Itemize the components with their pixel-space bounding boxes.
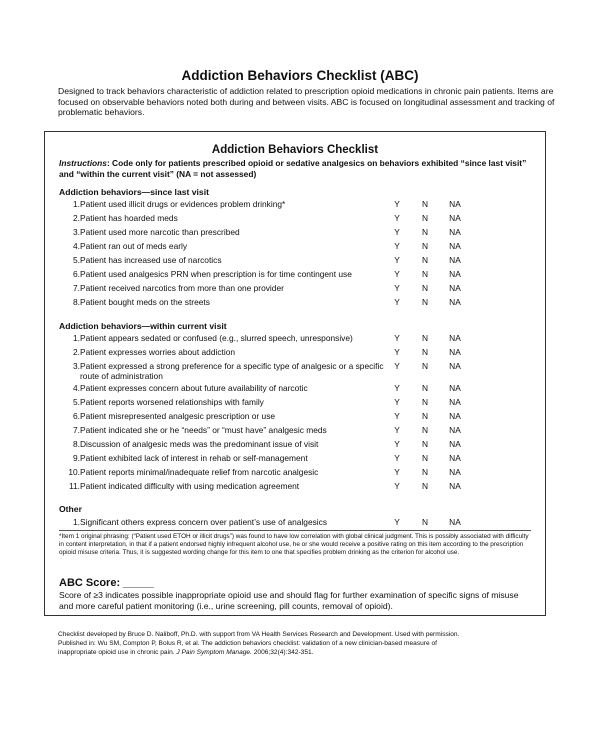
yes-option[interactable]: Y [394, 283, 400, 293]
section-heading: Addiction behaviors—within current visit [59, 321, 227, 331]
not-assessed-option[interactable]: NA [449, 283, 461, 293]
no-option[interactable]: N [421, 481, 429, 491]
checklist-box [44, 131, 546, 616]
yes-option[interactable]: Y [394, 397, 400, 407]
not-assessed-option[interactable]: NA [449, 241, 461, 251]
yes-option[interactable]: Y [394, 481, 400, 491]
item-number: 1. [73, 517, 80, 527]
item-text: Patient used more narcotic than prescribed [80, 227, 240, 237]
checklist-title: Addiction Behaviors Checklist [211, 144, 379, 156]
item-number: 7. [73, 425, 80, 435]
not-assessed-option[interactable]: NA [449, 333, 461, 343]
intro-paragraph: Designed to track behaviors characteristic of addiction related to prescription opioid medications in chronic pain patients. Items are focused on observable behaviors noted both during and between visits. ABC is focused on longitudinal assessment and tracking of problematic behaviors. [58, 86, 555, 117]
no-option[interactable]: N [421, 269, 429, 279]
no-option[interactable]: N [421, 283, 429, 293]
item-number: 4. [73, 383, 80, 393]
credits-line-2: Published in: Wu SM, Compton P, Bolus R, et al. The addiction behaviors checklist: validation of a new clinician-based measure of [58, 640, 437, 647]
item-text: Patient reports minimal/inadequate relief from narcotic analgesic [80, 467, 319, 477]
no-option[interactable]: N [421, 467, 429, 477]
yes-option[interactable]: Y [394, 255, 400, 265]
item-text: Patient ran out of meds early [80, 241, 188, 251]
not-assessed-option[interactable]: NA [449, 439, 461, 449]
item-text: Patient misrepresented analgesic prescription or use [80, 411, 276, 421]
item-text: Patient reports worsened relationships with family [80, 397, 264, 407]
section-heading: Addiction behaviors—since last visit [59, 187, 209, 197]
no-option[interactable]: N [421, 213, 429, 223]
not-assessed-option[interactable]: NA [449, 361, 461, 371]
no-option[interactable]: N [421, 411, 429, 421]
not-assessed-option[interactable]: NA [449, 411, 461, 421]
yes-option[interactable]: Y [394, 411, 400, 421]
no-option[interactable]: N [421, 361, 429, 371]
footnote-divider [59, 530, 531, 531]
yes-option[interactable]: Y [394, 213, 400, 223]
abc-score-label: ABC Score: _____ [59, 577, 154, 589]
yes-option[interactable]: Y [394, 333, 400, 343]
item-text: Patient has hoarded meds [80, 213, 178, 223]
yes-option[interactable]: Y [394, 361, 400, 371]
item-number: 2. [73, 347, 80, 357]
item-number: 7. [73, 283, 80, 293]
item-number: 11. [68, 481, 80, 491]
no-option[interactable]: N [421, 517, 429, 527]
item-number: 5. [73, 255, 80, 265]
credits-line-3b: 2006;32(4):342-351. [251, 649, 314, 656]
item-number: 4. [73, 241, 80, 251]
item-number: 3. [73, 227, 80, 237]
yes-option[interactable]: Y [394, 297, 400, 307]
not-assessed-option[interactable]: NA [449, 227, 461, 237]
item-number: 2. [73, 213, 80, 223]
item-text: Patient expresses concern about future availability of narcotic [80, 383, 308, 393]
item-text: Patient indicated she or he “needs” or “must have” analgesic meds [80, 425, 327, 435]
item-text: Patient has increased use of narcotics [80, 255, 222, 265]
not-assessed-option[interactable]: NA [449, 397, 461, 407]
yes-option[interactable]: Y [394, 347, 400, 357]
credits-journal: J Pain Symptom Manage. [176, 649, 252, 656]
item-text: Significant others express concern over patient’s use of analgesics [80, 517, 328, 527]
item-text: Discussion of analgesic meds was the predominant issue of visit [80, 439, 319, 449]
yes-option[interactable]: Y [394, 241, 400, 251]
item-text: Patient indicated difficulty with using medication agreement [80, 481, 300, 491]
instructions [59, 158, 537, 179]
no-option[interactable]: N [421, 383, 429, 393]
yes-option[interactable]: Y [394, 269, 400, 279]
credits-line-1: Checklist developed by Bruce D. Naliboff, Ph.D. with support from VA Health Services Research and Development. Used with permission. [58, 631, 460, 638]
not-assessed-option[interactable]: NA [449, 347, 461, 357]
item-text: Patient expresses worries about addiction [80, 347, 236, 357]
item-number: 9. [73, 453, 80, 463]
not-assessed-option[interactable]: NA [449, 453, 461, 463]
footnote: *Item 1 original phrasing: (“Patient used ETOH or illicit drugs”) was found to have low correlation with global clinical judgment. This is possibly associated with difficulty in content interpretation, in that if a patient endorsed highly infrequent alcohol use, he or she would receive a positive rating on this item according to the prescription opioid misuse criteria. Thus, it is suggested wording change for this item to one that specifies problem drinking as the criterion for alcohol use. [59, 533, 529, 556]
item-text: Patient expressed a strong preference for a specific type of analgesic or a specific route of administration [80, 361, 384, 381]
item-text: Patient bought meds on the streets [80, 297, 210, 307]
yes-option[interactable]: Y [394, 439, 400, 449]
item-text: Patient exhibited lack of interest in rehab or self-management [80, 453, 308, 463]
not-assessed-option[interactable]: NA [449, 199, 461, 209]
not-assessed-option[interactable]: NA [449, 297, 461, 307]
item-number: 10. [68, 467, 80, 477]
item-number: 3. [73, 361, 80, 371]
item-text: Patient used analgesics PRN when prescription is for time contingent use [80, 269, 352, 279]
item-number: 8. [73, 297, 80, 307]
credits-line-3 [58, 648, 558, 657]
yes-option[interactable]: Y [394, 199, 400, 209]
item-text: Patient appears sedated or confused (e.g., slurred speech, unresponsive) [80, 333, 353, 343]
yes-option[interactable]: Y [394, 383, 400, 393]
item-text: Patient received narcotics from more than one provider [80, 283, 284, 293]
item-number: 8. [73, 439, 80, 449]
not-assessed-option[interactable]: NA [449, 467, 461, 477]
no-option[interactable]: N [421, 397, 429, 407]
not-assessed-option[interactable]: NA [449, 517, 461, 527]
not-assessed-option[interactable]: NA [449, 383, 461, 393]
yes-option[interactable]: Y [394, 517, 400, 527]
item-number: 1. [73, 199, 80, 209]
no-option[interactable]: N [421, 453, 429, 463]
item-text: Patient used illicit drugs or evidences problem drinking* [80, 199, 286, 209]
item-number: 6. [73, 411, 80, 421]
not-assessed-option[interactable]: NA [449, 213, 461, 223]
instructions-label: Instructions [59, 158, 107, 168]
no-option[interactable]: N [421, 425, 429, 435]
yes-option[interactable]: Y [394, 467, 400, 477]
no-option[interactable]: N [421, 255, 429, 265]
no-option[interactable]: N [421, 333, 429, 343]
no-option[interactable]: N [421, 297, 429, 307]
abc-score-text: Score of ≥3 indicates possible inappropriate opioid use and should flag for further examination of specific signs of misuse and more careful patient monitoring (i.e., urine screening, pill counts, removal of opioid). [59, 590, 519, 611]
not-assessed-option[interactable]: NA [449, 481, 461, 491]
document-title: Addiction Behaviors Checklist (ABC) [181, 68, 419, 83]
instructions-text: : Code only for patients prescribed opioid or sedative analgesics on behaviors exhibited “since last visit” and “within the current visit” (NA = not assessed) [59, 158, 527, 179]
no-option[interactable]: N [421, 199, 429, 209]
yes-option[interactable]: Y [394, 453, 400, 463]
no-option[interactable]: N [421, 227, 429, 237]
credits-line-3a: inappropriate opioid use in chronic pain. [58, 649, 177, 656]
no-option[interactable]: N [421, 347, 429, 357]
no-option[interactable]: N [421, 439, 429, 449]
section-heading: Other [59, 504, 82, 514]
yes-option[interactable]: Y [394, 425, 400, 435]
not-assessed-option[interactable]: NA [449, 269, 461, 279]
item-number: 5. [73, 397, 80, 407]
item-number: 1. [73, 333, 80, 343]
not-assessed-option[interactable]: NA [449, 255, 461, 265]
item-number: 6. [73, 269, 80, 279]
not-assessed-option[interactable]: NA [449, 425, 461, 435]
credits [58, 630, 558, 657]
no-option[interactable]: N [421, 241, 429, 251]
yes-option[interactable]: Y [394, 227, 400, 237]
